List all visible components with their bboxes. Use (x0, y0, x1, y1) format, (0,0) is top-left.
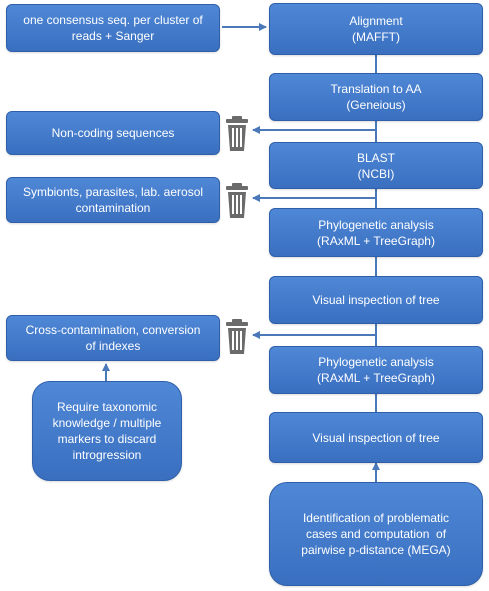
noncoding-box (6, 111, 220, 155)
input-line-1: one consensus seq. per cluster of (23, 13, 203, 27)
trash-icon (226, 319, 248, 354)
phylo1-tool: (RAxML + TreeGraph) (317, 233, 435, 248)
taxonomic-line-4: introgression (72, 448, 142, 462)
visual-inspection-box-2 (269, 412, 483, 463)
alignment-title: Alignment (349, 14, 403, 28)
blast-title: BLAST (356, 150, 395, 165)
identification-box (269, 482, 483, 586)
blast-tool: (NCBI) (357, 166, 395, 181)
identification-line-1: Identification of problematic (302, 511, 450, 525)
blast-box (269, 142, 483, 189)
input-box (6, 4, 220, 52)
phylo2-title: Phylogenetic analysis (318, 355, 434, 369)
visual1-title: Visual inspection of tree (312, 293, 440, 307)
phylogenetic-analysis-box-1 (269, 208, 483, 257)
phylo2-tool: (RAxML + TreeGraph) (317, 371, 435, 385)
crosscontamination-line-1: Cross-contamination, conversion (25, 323, 201, 337)
alignment-box (269, 3, 483, 55)
noncoding-label: Non-coding sequences (51, 126, 175, 140)
phylo1-title: Phylogenetic analysis (318, 217, 434, 232)
symbionts-box (6, 177, 220, 223)
crosscontamination-box (6, 315, 220, 361)
taxonomic-knowledge-box (32, 381, 182, 481)
visual-inspection-box-1 (269, 276, 483, 324)
translation-box (269, 73, 483, 121)
translation-title: Translation to AA (330, 82, 422, 96)
crosscontamination-line-2: of indexes (85, 339, 141, 353)
translation-tool: (Geneious) (346, 98, 406, 112)
taxonomic-line-3: markers to discard (57, 432, 157, 446)
symbionts-line-2: contamination (75, 201, 151, 215)
trash-icon (226, 116, 248, 151)
symbionts-line-1: Symbionts, parasites, lab. aerosol (22, 185, 204, 199)
alignment-tool: (MAFFT) (352, 30, 400, 44)
identification-line-3: pairwise p-distance (MEGA) (301, 543, 451, 557)
input-line-2: reads + Sanger (71, 29, 155, 43)
visual2-title: Visual inspection of tree (312, 430, 440, 445)
taxonomic-line-1: Require taxonomic (56, 400, 158, 414)
taxonomic-line-2: knowledge / multiple (52, 416, 162, 430)
identification-line-2: cases and computation of (305, 527, 447, 541)
trash-icon (226, 183, 248, 218)
phylogenetic-analysis-box-2 (269, 346, 483, 394)
